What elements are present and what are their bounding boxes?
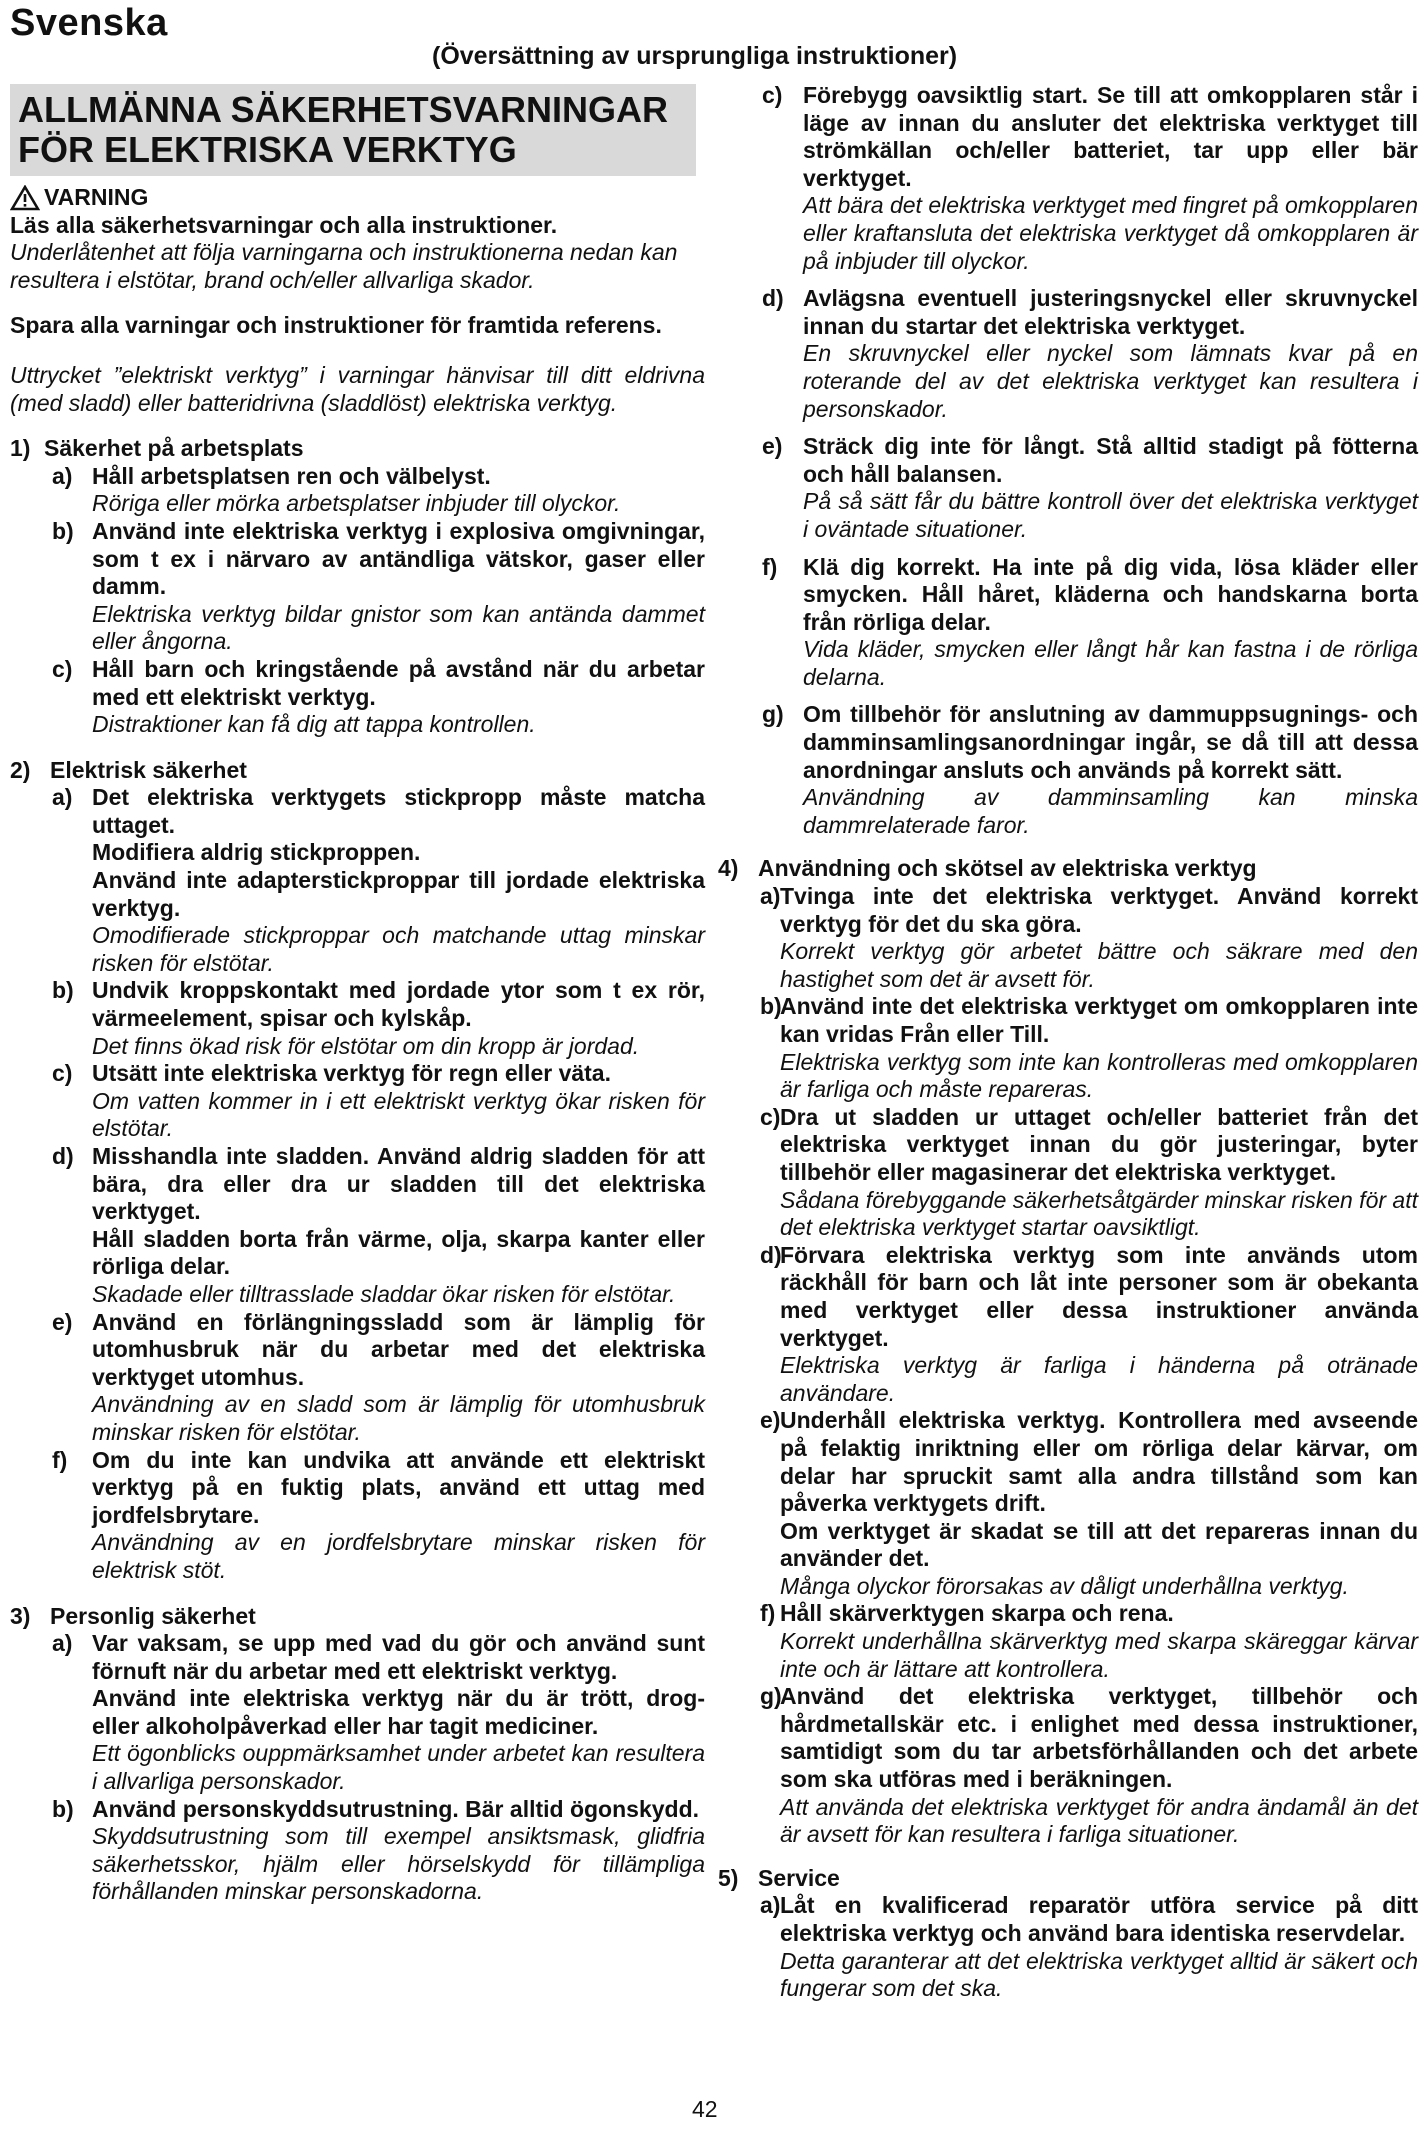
- item-label: c): [762, 82, 783, 108]
- item-heading: Om tillbehör för anslutning av dammuppsugnings- och damminsamlingsanordningar ingår, se då till att dessa anordningar ansluts och används på korrekt sätt.: [803, 701, 1418, 783]
- section-title: Personlig säkerhet: [50, 1602, 256, 1629]
- item-description: Korrekt verktyg gör arbetet bättre och säkrare med den hastighet som det är avsett för.: [780, 938, 1418, 992]
- save-instructions: Spara alla varningar och instruktioner för framtida referens.: [10, 312, 662, 339]
- section-number: 4): [718, 855, 739, 882]
- warning-text: VARNING: [44, 184, 149, 210]
- item-heading: Håll arbetsplatsen ren och välbelyst.: [92, 462, 491, 489]
- item-label: c): [760, 1103, 781, 1130]
- item-heading: Om du inte kan undvika att använde ett elektriskt verktyg på en fuktig plats, använd ett uttag med jordfelsbrytare.: [92, 1446, 705, 1528]
- section-title: Användning och skötsel av elektriska verktyg: [758, 855, 1257, 882]
- list-item: [718, 1407, 1418, 1600]
- section-number: 1): [10, 435, 31, 462]
- list-item: [718, 1600, 1418, 1683]
- item-label: b): [760, 993, 782, 1020]
- item-description: En skruvnyckel eller nyckel som lämnats kvar på en roterande del av det elektriska verktyget kan resultera i personskador.: [803, 340, 1418, 422]
- item-heading: Förvara elektriska verktyg som inte används utom räckhåll för barn och låt inte personer som är obekanta med verktyget eller dessa instruktioner använda verktyget.: [780, 1241, 1418, 1351]
- item-heading: Tvinga inte det elektriska verktyget. Använd korrekt verktyg för det du ska göra.: [780, 883, 1418, 937]
- item-description: Detta garanterar att det elektriska verktyget alltid är säkert och fungerar som det ska.: [780, 1947, 1418, 2002]
- term-definition: Uttrycket ”elektriskt verktyg” i varningar hänvisar till ditt eldrivna (med sladd) eller batteridrivna (sladdlöst) elektriska verktyg.: [10, 361, 705, 416]
- list-item: [718, 701, 1418, 839]
- item-label: e): [762, 433, 783, 460]
- item-description: Ett ögonblicks ouppmärksamhet under arbetet kan resultera i allvarliga personskador.: [92, 1740, 705, 1795]
- item-description: Användning av en jordfelsbrytare minskar risken för elektrisk stöt.: [92, 1529, 705, 1583]
- language-heading: Svenska: [10, 2, 168, 44]
- item-heading-2: Använd inte elektriska verktyg när du är trött, drog- eller alkoholpåverkad eller har tagit mediciner.: [92, 1685, 705, 1739]
- list-item: [718, 1104, 1418, 1242]
- item-description: Användning av damminsamling kan minska dammrelaterade faror.: [803, 784, 1418, 838]
- item-heading: Använd det elektriska verktyget, tillbehör och hårdmetallskär etc. i enlighet med dessa instruktioner, samtidigt som du tar arbetsförhållanden och det arbete som ska utföras med i beräkningen.: [780, 1683, 1418, 1793]
- item-label: a): [760, 1892, 781, 1919]
- item-label: f): [762, 553, 778, 580]
- item-heading: Avlägsna eventuell justeringsnyckel eller skruvnyckel innan du startar det elektriska verktyget.: [803, 285, 1418, 339]
- item-heading: Använd inte elektriska verktyg i explosiva omgivningar, som t ex i närvaro av antändliga vätskor, gaser eller damm.: [92, 517, 705, 600]
- list-item: [10, 1060, 705, 1143]
- translation-subtitle: (Översättning av ursprungliga instruktioner): [432, 42, 958, 70]
- list-item: [718, 993, 1418, 1103]
- item-heading-3: Använd inte adapterstickproppar till jordade elektriska verktyg.: [92, 867, 705, 921]
- item-heading: Håll barn och kringstående på avstånd när du arbetar med ett elektriskt verktyg.: [92, 655, 705, 710]
- item-description: Att bära det elektriska verktyget med fingret på omkopplaren eller kraftansluta det elektriska verktyget då omkopplaren är på inbjuder till olyckor.: [803, 192, 1418, 274]
- safety-banner: [10, 84, 696, 176]
- item-heading: Misshandla inte sladden. Använd aldrig sladden för att bära, dra eller dra ur sladden till det elektriska verktyget.: [92, 1143, 705, 1225]
- item-label: d): [762, 285, 784, 312]
- warning-triangle-icon: [10, 185, 40, 211]
- list-item: [10, 977, 705, 1060]
- item-label: c): [52, 655, 73, 682]
- item-heading: Dra ut sladden ur uttaget och/eller batteriet från det elektriska verktyget innan du gör justeringar, byter tillbehör eller magasinerar det elektriska verktyget.: [780, 1103, 1418, 1185]
- item-description: Röriga eller mörka arbetsplatser inbjuder till olyckor.: [92, 490, 621, 517]
- item-label: g): [760, 1683, 782, 1710]
- list-item: [10, 518, 705, 656]
- item-heading: Underhåll elektriska verktyg. Kontrollera med avseende på felaktig inriktning eller om rörliga delar kärvar, om delar har spruckit samt alla andra tillstånd som kan påverka verktygets drift.: [780, 1407, 1418, 1517]
- item-description: Att använda det elektriska verktyget för andra ändamål än det är avsett för kan resultera i farliga situationer.: [780, 1793, 1418, 1848]
- section-heading: [10, 1603, 705, 1631]
- item-description: Sådana förebyggande säkerhetsåtgärder minskar risken för att det elektriska verktyget startar oavsiktligt.: [780, 1186, 1418, 1241]
- item-heading: Var vaksam, se upp med vad du gör och använd sunt förnuft när du arbetar med ett elektriskt verktyg.: [92, 1630, 705, 1684]
- item-label: d): [760, 1241, 782, 1268]
- list-item: [718, 285, 1418, 423]
- section-heading: [10, 435, 705, 463]
- section-heading: [718, 1865, 1418, 1893]
- item-label: b): [52, 1795, 74, 1822]
- section-number: 2): [10, 756, 31, 783]
- list-item: [718, 433, 1418, 543]
- list-item: [10, 1143, 705, 1309]
- item-description: Användning av en sladd som är lämplig för utomhusbruk minskar risken för elstötar.: [92, 1391, 705, 1445]
- item-description: Vida kläder, smycken eller långt hår kan fastna i de rörliga delarna.: [803, 636, 1418, 690]
- list-item: [10, 656, 705, 739]
- item-description: Det finns ökad risk för elstötar om din kropp är jordad.: [92, 1032, 640, 1059]
- page-number: 42: [692, 2096, 718, 2122]
- item-description: Elektriska verktyg är farliga i händerna på otränade användare.: [780, 1352, 1418, 1406]
- item-heading: Undvik kroppskontakt med jordade ytor som t ex rör, värmeelement, spisar och kylskåp.: [92, 977, 705, 1032]
- item-heading: Använd personskyddsutrustning. Bär alltid ögonskydd.: [92, 1795, 700, 1822]
- item-description: Om vatten kommer in i ett elektriskt verktyg ökar risken för elstötar.: [92, 1087, 705, 1142]
- item-heading: Använd en förlängningssladd som är lämplig för utomhusbruk när du arbetar med det elektriska verktyget utomhus.: [92, 1308, 705, 1390]
- personal-safety-continued: [718, 82, 1418, 839]
- section-title: Service: [758, 1864, 840, 1891]
- item-heading-2: Modifiera aldrig stickproppen.: [92, 839, 421, 866]
- list-item: [10, 1447, 705, 1585]
- failure-consequence: Underlåtenhet att följa varningarna och instruktionerna nedan kan resultera i elstötar, brand och/eller allvarliga skador.: [10, 239, 678, 293]
- item-label: f): [52, 1446, 68, 1473]
- item-description: Elektriska verktyg bildar gnistor som kan antända dammet eller ångorna.: [92, 600, 705, 655]
- banner-line-1: ALLMÄNNA SÄKERHETSVARNINGAR: [18, 89, 668, 130]
- list-item: [10, 463, 705, 518]
- item-label: g): [762, 701, 784, 728]
- item-label: b): [52, 517, 74, 544]
- item-description: Omodifierade stickproppar och matchande uttag minskar risken för elstötar.: [92, 922, 705, 976]
- item-heading: Håll skärverktygen skarpa och rena.: [780, 1600, 1174, 1627]
- item-label: f): [760, 1600, 776, 1627]
- list-item: [718, 1892, 1418, 2002]
- section-title: Säkerhet på arbetsplats: [44, 435, 304, 462]
- item-label: d): [52, 1143, 74, 1169]
- section-heading: [718, 855, 1418, 883]
- item-label: a): [52, 462, 73, 489]
- item-description: Många olyckor förorsakas av dåligt underhållna verktyg.: [780, 1572, 1349, 1599]
- right-column: [718, 82, 1418, 2003]
- read-all-instructions: Läs alla säkerhetsvarningar och alla instruktioner.: [10, 211, 558, 238]
- item-label: b): [52, 977, 74, 1004]
- item-heading: Klä dig korrekt. Ha inte på dig vida, lösa kläder eller smycken. Håll håret, kläderna och handskarna borta från rörliga delar.: [803, 553, 1418, 635]
- item-description: Skadade eller tilltrasslade sladdar ökar risken för elstötar.: [92, 1280, 676, 1307]
- item-description: Distraktioner kan få dig att tappa kontrollen.: [92, 711, 536, 738]
- section-number: 3): [10, 1602, 31, 1629]
- item-label: a): [52, 784, 73, 811]
- item-label: e): [52, 1308, 73, 1335]
- item-description: Korrekt underhållna skärverktyg med skarpa skäreggar kärvar inte och är lättare att kontrollera.: [780, 1628, 1418, 1682]
- warning-label: [10, 184, 705, 212]
- section-heading: [10, 757, 705, 785]
- item-heading-2: Håll sladden borta från värme, olja, skarpa kanter eller rörliga delar.: [92, 1225, 705, 1280]
- item-heading: Det elektriska verktygets stickpropp måste matcha uttaget.: [92, 784, 705, 838]
- item-description: På så sätt får du bättre kontroll över det elektriska verktyget i oväntade situationer.: [803, 488, 1418, 542]
- item-heading: Förebygg oavsiktlig start. Se till att omkopplaren står i läge av innan du ansluter det elektriska verktyget till strömkällan och/eller batteriet, tar upp eller bär verktyget.: [803, 82, 1418, 191]
- list-item: [10, 1630, 705, 1796]
- left-column: [10, 82, 705, 1906]
- item-label: a): [760, 883, 781, 910]
- item-heading: Använd inte det elektriska verktyget om omkopplaren inte kan vridas Från eller Till.: [780, 993, 1418, 1047]
- banner-line-2: FÖR ELEKTRISKA VERKTYG: [18, 129, 517, 170]
- item-heading-2: Om verktyget är skadat se till att det repareras innan du använder det.: [780, 1517, 1418, 1572]
- item-label: c): [52, 1060, 73, 1087]
- list-item: [718, 554, 1418, 692]
- section-title: Elektrisk säkerhet: [50, 756, 247, 783]
- item-heading: Låt en kvalificerad reparatör utföra service på ditt elektriska verktyg och använd bara identiska reservdelar.: [780, 1892, 1418, 1946]
- item-description: Elektriska verktyg som inte kan kontrolleras med omkopplaren är farliga och måste repareras.: [780, 1048, 1418, 1103]
- item-heading: Utsätt inte elektriska verktyg för regn eller väta.: [92, 1060, 611, 1087]
- item-label: e): [760, 1407, 781, 1434]
- list-item: [10, 1309, 705, 1447]
- item-label: a): [52, 1630, 73, 1657]
- list-item: [10, 784, 705, 977]
- section-number: 5): [718, 1864, 739, 1891]
- list-item: [718, 82, 1418, 275]
- item-description: Skyddsutrustning som till exempel ansiktsmask, glidfria säkerhetsskor, hjälm eller hörselskydd för tillämpliga förhållanden minskar personskadorna.: [92, 1823, 705, 1905]
- list-item: [718, 1683, 1418, 1849]
- list-item: [718, 883, 1418, 993]
- list-item: [10, 1796, 705, 1906]
- list-item: [718, 1242, 1418, 1408]
- item-heading: Sträck dig inte för långt. Stå alltid stadigt på fötterna och håll balansen.: [803, 433, 1418, 487]
